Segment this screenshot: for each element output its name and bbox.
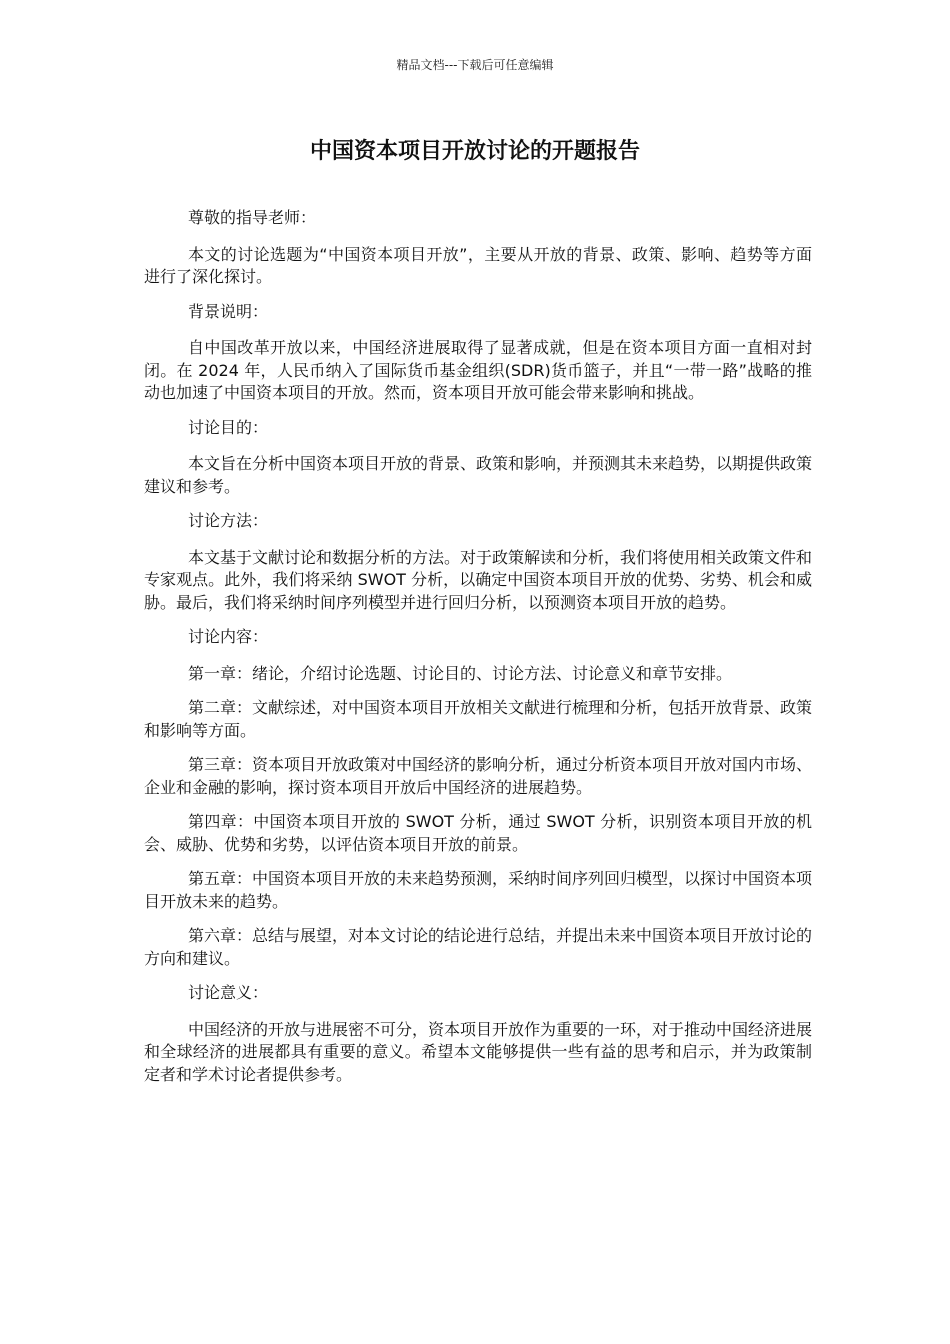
section-heading-background: 背景说明： <box>188 301 269 321</box>
chapter-1-paragraph: 第一章：绪论，介绍讨论选题、讨论目的、讨论方法、讨论意义和章节安排。 <box>188 663 733 683</box>
section-heading-purpose: 讨论目的： <box>188 417 269 437</box>
chapter-4-paragraph: 第四章：中国资本项目开放的 SWOT 分析，通过 SWOT 分析，识别资本项目开放的机会、威胁、优势和劣势，以评估资本项目开放的前景。 <box>144 812 812 854</box>
background-paragraph: 自中国改革开放以来，中国经济进展取得了显著成就，但是在资本项目方面一直相对封闭。在 2024 年，人民币纳入了国际货币基金组织(SDR)货币篮子，并且“一带一路”战略的推动也加速了中国资本项目的开放。然而，资本项目开放可能会带来影响和挑战。 <box>144 338 812 402</box>
chapter-6-paragraph: 第六章：总结与展望，对本文讨论的结论进行总结，并提出未来中国资本项目开放讨论的方向和建议。 <box>144 926 813 968</box>
chapter-2-paragraph: 第二章：文献综述，对中国资本项目开放相关文献进行梳理和分析，包括开放背景、政策和影响等方面。 <box>144 698 813 740</box>
intro-paragraph: 本文的讨论选题为“中国资本项目开放”，主要从开放的背景、政策、影响、趋势等方面进行了深化探讨。 <box>144 244 812 286</box>
chapter-5-paragraph: 第五章：中国资本项目开放的未来趋势预测，采纳时间序列回归模型，以探讨中国资本项目开放未来的趋势。 <box>144 869 813 911</box>
purpose-paragraph: 本文旨在分析中国资本项目开放的背景、政策和影响，并预测其未来趋势，以期提供政策建议和参考。 <box>144 454 813 496</box>
document-body <box>144 207 812 1098</box>
document-title: 中国资本项目开放讨论的开题报告 <box>309 139 640 164</box>
section-heading-method: 讨论方法： <box>188 511 269 530</box>
salutation: 尊敬的指导老师： <box>188 208 317 227</box>
page-header: 精品文档---下载后可任意编辑 <box>396 58 554 72</box>
method-paragraph: 本文基于文献讨论和数据分析的方法。对于政策解读和分析，我们将使用相关政策文件和专家观点。此外，我们将采纳 SWOT 分析，以确定中国资本项目开放的优势、劣势、机会和威胁。最后，我们将采纳时间序列模型并进行回归分析，以预测资本项目开放的趋势。 <box>144 547 813 612</box>
section-heading-significance: 讨论意义： <box>188 983 269 1002</box>
section-heading-content: 讨论内容： <box>188 627 269 646</box>
chapter-3-paragraph: 第三章：资本项目开放政策对中国经济的影响分析，通过分析资本项目开放对国内市场、企业和金融的影响，探讨资本项目开放后中国经济的进展趋势。 <box>144 755 813 797</box>
significance-paragraph: 中国经济的开放与进展密不可分，资本项目开放作为重要的一环，对于推动中国经济进展和全球经济的进展都具有重要的意义。希望本文能够提供一些有益的思考和启示，并为政策制定者和学术讨论者提供参考。 <box>144 1019 813 1084</box>
